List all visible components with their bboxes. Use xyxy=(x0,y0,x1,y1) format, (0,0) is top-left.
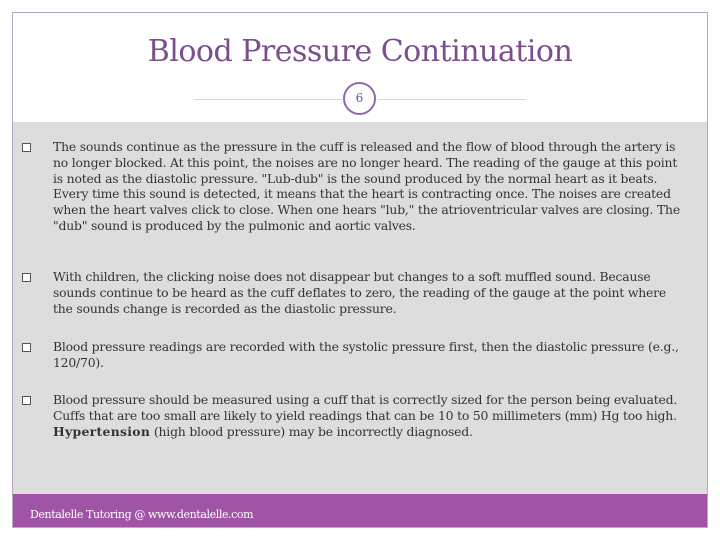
square-bullet-icon xyxy=(22,143,31,152)
hypertension-term: Hypertension xyxy=(53,423,151,439)
square-bullet-icon xyxy=(22,396,31,405)
square-bullet-icon xyxy=(22,343,31,352)
square-bullet-icon xyxy=(22,273,31,282)
title-divider-left xyxy=(194,99,342,100)
bullet-text xyxy=(53,392,683,439)
bullet-text: With children, the clicking noise does not disappear but changes to a soft muffled sound. Because sounds continue to be heard as the cuff deflates to zero, the reading of the gauge at the point where the sounds change is recorded as the diastolic pressure. xyxy=(53,269,666,316)
bullet-text: Blood pressure readings are recorded with the systolic pressure first, then the diastolic pressure (e.g., 120/70). xyxy=(53,339,679,370)
bullet-text-start: Blood pressure should be measured using a cuff that is correctly sized for the person being evaluated. Cuffs that are too small are likely to yield readings that can be 10 to 50 millimeters (mm) Hg too high. xyxy=(53,392,678,423)
bullet-text: The sounds continue as the pressure in the cuff is released and the flow of blood through the artery is no longer blocked. At this point, the noises are no longer heard. The reading of the gauge at this point is noted as the diastolic pressure. "Lub-dub" is the sound produced by the normal heart as it beats. Every time this sound is detected, it means that the heart is contracting once. The noises are created when the heart valves click to close. When one hears "lub," the atrioventricular valves are closing. The "dub" sound is produced by the pulmonic and aortic valves. xyxy=(53,139,680,233)
title-divider-right xyxy=(378,99,526,100)
page-number-badge: 6 xyxy=(343,82,376,115)
bullet-text-end: (high blood pressure) may be incorrectly diagnosed. xyxy=(150,423,473,439)
footer-credit: Dentalelle Tutoring @ www.dentalelle.com xyxy=(30,508,254,521)
page-title: Blood Pressure Continuation xyxy=(147,34,573,69)
